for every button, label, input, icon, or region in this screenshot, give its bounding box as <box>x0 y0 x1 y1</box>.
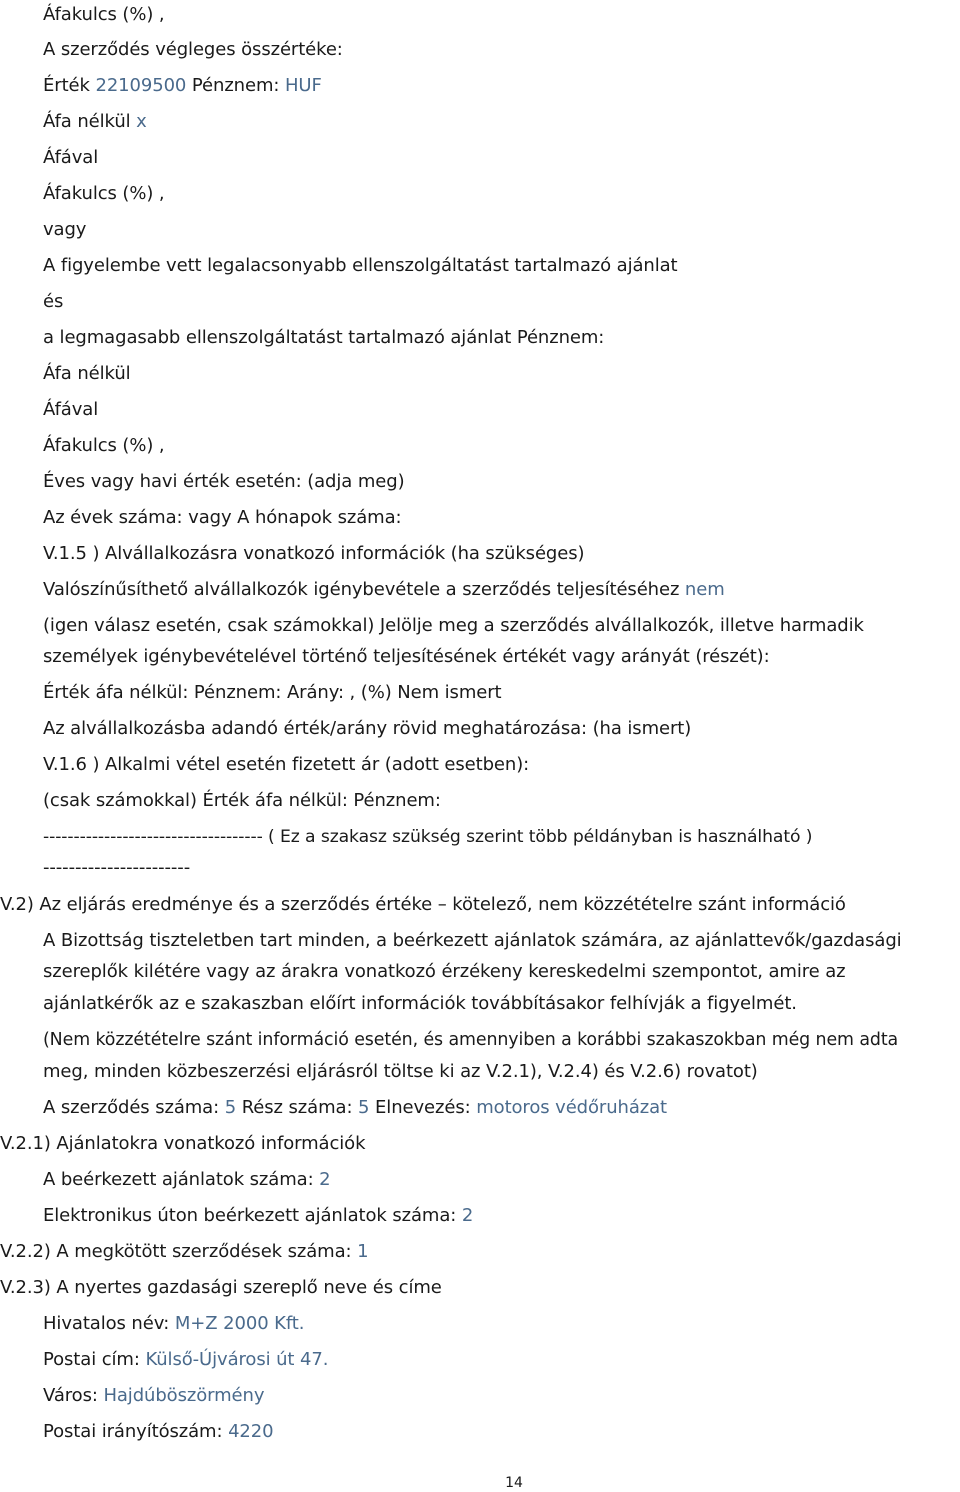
text-line: Áfa nélkül x <box>43 111 147 132</box>
field-value: 5 <box>358 1097 370 1118</box>
text-line: vagy <box>43 219 87 240</box>
text-line: Áfakulcs (%) , <box>43 183 165 204</box>
section-heading: V.2.2) A megkötött szerződések száma: 1 <box>0 1241 369 1262</box>
section-heading: V.2) Az eljárás eredménye és a szerződés értéke – kötelező, nem közzétételre szánt információ <box>0 894 846 915</box>
text-line: Város: Hajdúböszörmény <box>43 1385 265 1406</box>
field-value: 4220 <box>228 1421 274 1442</box>
text-line: A beérkezett ajánlatok száma: 2 <box>43 1169 331 1190</box>
field-value: 22109500 <box>95 75 187 96</box>
text-line: Áfakulcs (%) , <box>43 4 165 25</box>
text-line: Érték 22109500 Pénznem: HUF <box>43 75 322 96</box>
field-value: Hajdúböszörmény <box>103 1385 265 1406</box>
text-line: meg, minden közbeszerzési eljárásról töltse ki az V.2.1), V.2.4) és V.2.6) rovatot) <box>43 1061 758 1082</box>
text-line: Áfa nélkül <box>43 363 131 384</box>
separator-line: ----------------------- <box>43 857 191 878</box>
text-line: Postai cím: Külső-Újvárosi út 47. <box>43 1349 329 1370</box>
field-value: HUF <box>284 75 322 96</box>
field-value: M+Z 2000 Kft. <box>174 1313 305 1334</box>
section-heading: V.1.5 ) Alvállalkozásra vonatkozó információk (ha szükséges) <box>43 543 585 564</box>
text-line: Valószínűsíthető alvállalkozók igénybevétele a szerződés teljesítéséhez nem <box>43 579 725 600</box>
field-value: 2 <box>461 1205 474 1226</box>
text-line: Áfával <box>43 147 99 168</box>
text-line: A szerződés végleges összértéke: <box>43 39 343 60</box>
text-line: A figyelembe vett legalacsonyabb ellenszolgáltatást tartalmazó ajánlat <box>43 255 678 276</box>
text-line: Elektronikus úton beérkezett ajánlatok száma: 2 <box>43 1205 474 1226</box>
separator-line: ------------------------------------ ( Ez a szakasz szükség szerint több példányban is használható ) <box>43 827 813 847</box>
text-line: A szerződés száma: 5 Rész száma: 5 Elnevezés: motoros védőruházat <box>43 1097 668 1118</box>
text-line: (csak számokkal) Érték áfa nélkül: Pénznem: <box>43 790 441 811</box>
text-line: szereplők kilétére vagy az árakra vonatkozó érzékeny kereskedelmi szempontot, amire az <box>43 961 846 982</box>
text-line: Az évek száma: vagy A hónapok száma: <box>43 507 402 528</box>
text-line: Hivatalos név: M+Z 2000 Kft. <box>43 1313 305 1334</box>
text-line: Postai irányítószám: 4220 <box>43 1421 274 1442</box>
text-line: Érték áfa nélkül: Pénznem: Arány: , (%) Nem ismert <box>43 682 502 703</box>
text-line: (igen válasz esetén, csak számokkal) Jelölje meg a szerződés alvállalkozók, illetve harmadik <box>43 615 864 636</box>
text-line: A Bizottság tiszteletben tart minden, a beérkezett ajánlatok számára, az ajánlattevők/gazdasági <box>43 930 902 951</box>
field-value: motoros védőruházat <box>476 1097 668 1118</box>
text-line: (Nem közzétételre szánt információ esetén, és amennyiben a korábbi szakaszokban még nem adta <box>43 1030 899 1050</box>
text-line: Éves vagy havi érték esetén: (adja meg) <box>43 471 405 492</box>
text-line: Áfakulcs (%) , <box>43 435 165 456</box>
field-value: 1 <box>357 1241 369 1262</box>
section-heading: V.1.6 ) Alkalmi vétel esetén fizetett ár (adott esetben): <box>43 754 530 775</box>
field-value: nem <box>684 579 725 600</box>
page-number: 14 <box>505 1475 523 1491</box>
field-value: Külső-Újvárosi út 47. <box>145 1349 329 1370</box>
section-heading: V.2.1) Ajánlatokra vonatkozó információk <box>0 1133 366 1154</box>
text-line: a legmagasabb ellenszolgáltatást tartalmazó ajánlat Pénznem: <box>43 327 605 348</box>
text-line: és <box>43 291 64 312</box>
text-line: Az alvállalkozásba adandó érték/arány rövid meghatározása: (ha ismert) <box>43 718 692 739</box>
field-value: x <box>136 111 147 132</box>
text-line: személyek igénybevételével történő teljesítésének értékét vagy arányát (részét): <box>43 646 770 667</box>
field-value: 5 <box>224 1097 237 1118</box>
field-value: 2 <box>319 1169 331 1190</box>
text-line: Áfával <box>43 399 99 420</box>
text-line: ajánlatkérők az e szakaszban előírt információk továbbításakor felhívják a figyelmét. <box>43 993 797 1014</box>
section-heading: V.2.3) A nyertes gazdasági szereplő neve és címe <box>0 1277 442 1298</box>
